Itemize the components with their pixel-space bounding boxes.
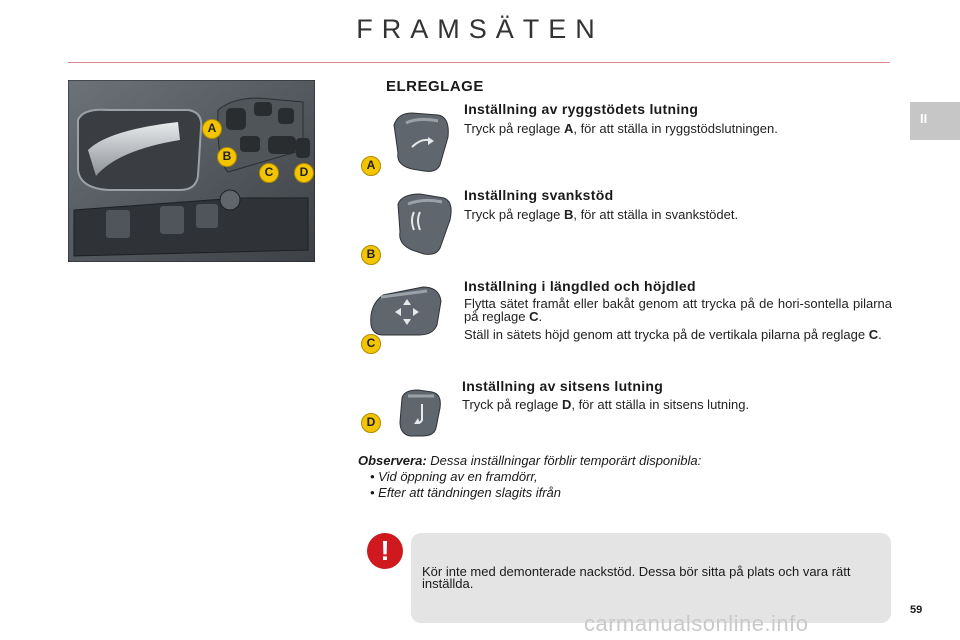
text-seat-tilt-a: Tryck på reglage — [462, 397, 562, 412]
text-seat-tilt-b: , för att ställa in sitsens lutning. — [571, 397, 750, 412]
text-lumbar-a: Tryck på reglage — [464, 207, 564, 222]
heading-backrest: Inställning av ryggstödets lutning — [464, 101, 699, 117]
note-block — [358, 453, 878, 501]
text-position-1 — [464, 297, 892, 323]
title-divider — [68, 62, 890, 63]
text-lumbar-b: , för att ställa in svankstödet. — [573, 207, 739, 222]
chapter-tab[interactable] — [910, 102, 960, 140]
badge-a: A — [361, 156, 381, 176]
chapter-tab-label: II — [920, 111, 928, 126]
callout-c: C — [259, 163, 279, 183]
callout-b: B — [217, 147, 237, 167]
page-number: 59 — [910, 604, 923, 616]
heading-lumbar: Inställning svankstöd — [464, 187, 614, 203]
text-position-2a: Ställ in sätets höjd genom att trycka på de vertikala pilarna på reglage — [464, 327, 869, 342]
callout-d: D — [294, 163, 314, 183]
control-c-drawing — [367, 281, 447, 341]
note-bullet-1: • Vid öppning av en framdörr, — [370, 469, 538, 484]
heading-position: Inställning i längdled och höjdled — [464, 278, 696, 294]
text-position-1a: Flytta sätet framåt eller bakåt genom att trycka på de hori-sontella pilarna på reglage — [464, 296, 892, 324]
note-line — [358, 453, 878, 469]
note-bullet-2: • Efter att tändningen slagits ifrån — [370, 485, 561, 500]
text-lumbar-key: B — [563, 207, 574, 222]
door-panel-illustration — [68, 80, 315, 262]
badge-b: B — [361, 245, 381, 265]
callout-a: A — [202, 119, 222, 139]
control-b-drawing — [390, 190, 458, 260]
text-backrest — [464, 122, 894, 135]
text-backrest-key: A — [563, 121, 574, 136]
text-seat-tilt — [462, 398, 892, 411]
text-lumbar — [464, 208, 894, 221]
text-position-2 — [464, 328, 892, 341]
control-a-illustration — [388, 107, 456, 177]
heading-seat-tilt: Inställning av sitsens lutning — [462, 378, 664, 394]
text-position-2-key: C — [868, 327, 879, 342]
warning-text: Kör inte med demonterade nackstöd. Dessa bör sitta på plats och vara rätt inställda. — [422, 564, 851, 591]
badge-c: C — [361, 334, 381, 354]
note-label: Observera: — [358, 453, 427, 468]
text-position-2b: . — [878, 327, 882, 342]
control-d-drawing — [396, 388, 446, 438]
section-heading: ELREGLAGE — [386, 78, 484, 95]
watermark: carmanualsonline.info — [584, 611, 809, 636]
control-a-drawing — [388, 107, 456, 177]
text-backrest-b: , för att ställa in ryggstödslutningen. — [573, 121, 778, 136]
text-position-1b: . — [538, 309, 543, 324]
text-position-1-key: C — [529, 309, 539, 324]
badge-d: D — [361, 413, 381, 433]
text-backrest-a: Tryck på reglage — [464, 121, 564, 136]
text-seat-tilt-key: D — [561, 397, 572, 412]
warning-icon: ! — [367, 533, 403, 569]
control-b-illustration — [390, 190, 458, 260]
note-text: Dessa inställningar förblir temporärt disponibla: — [430, 453, 702, 468]
control-d-illustration — [396, 388, 446, 438]
page-title: FRAMSÄTEN — [356, 14, 604, 44]
